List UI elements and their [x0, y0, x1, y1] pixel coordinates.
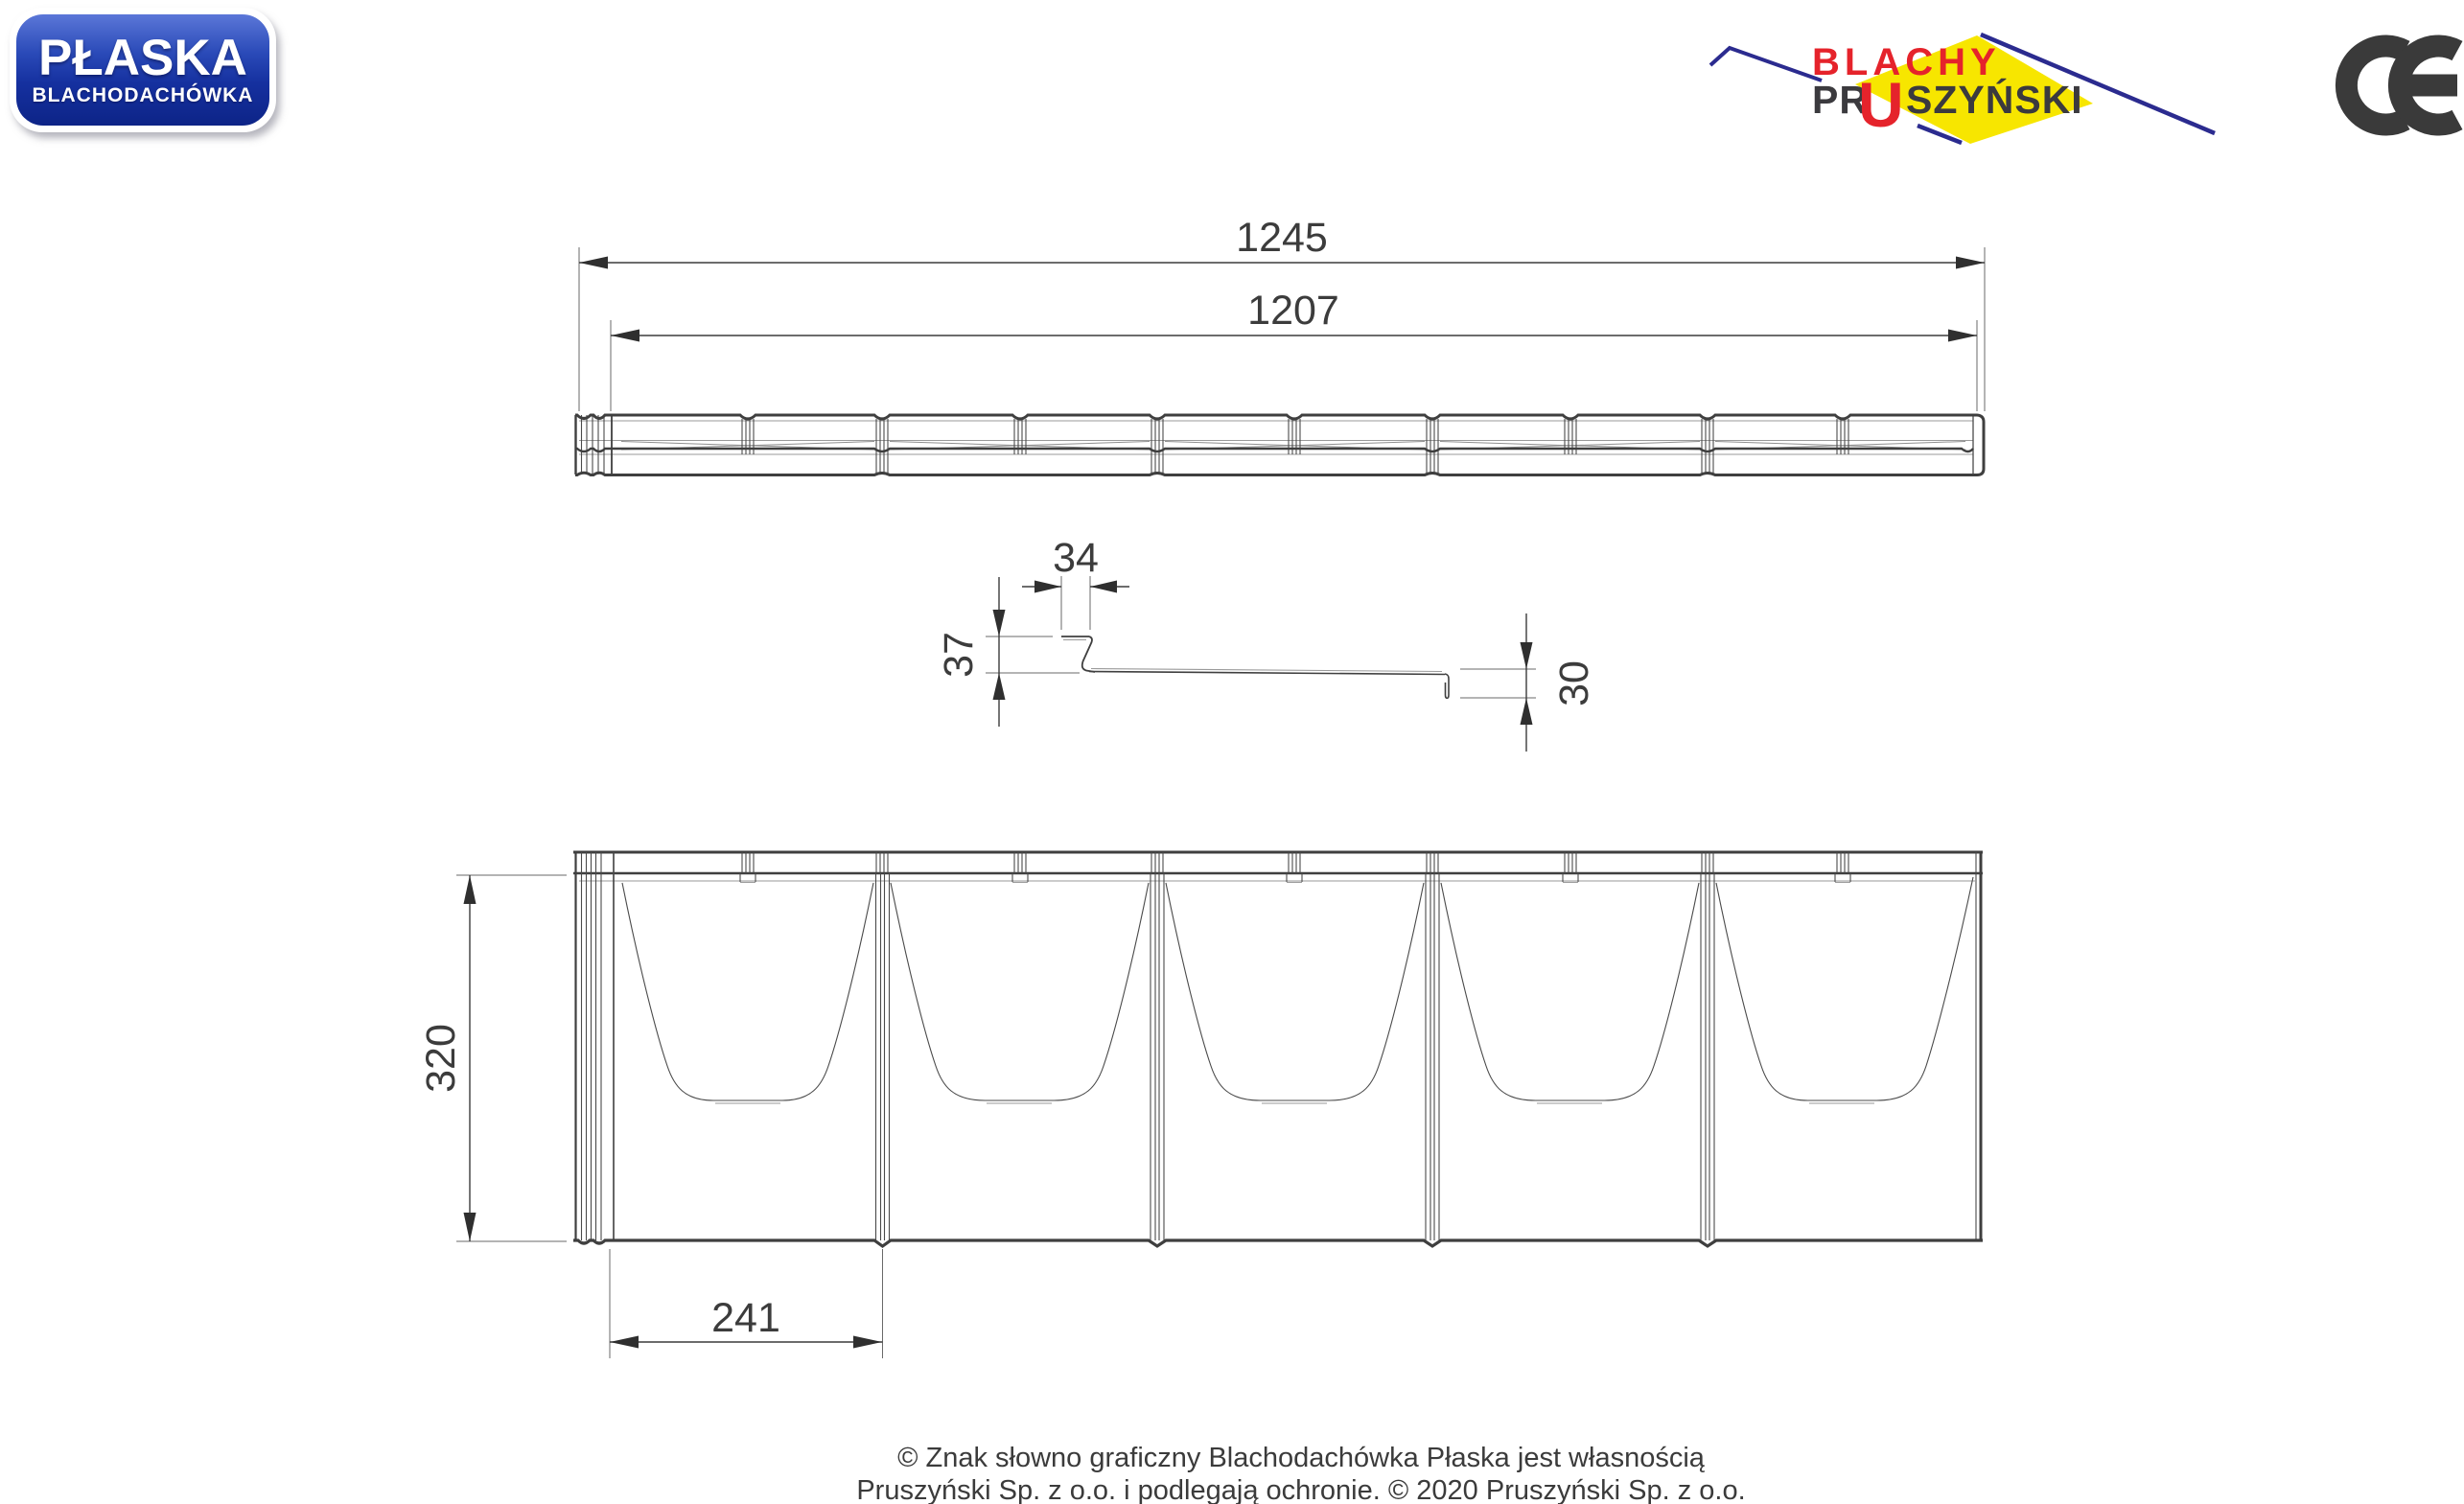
dim-cover-width-label: 1207: [1247, 288, 1339, 334]
pruszynski-logo-big-u: U: [1858, 69, 1904, 140]
dim-panel-height-label: 320: [418, 1024, 464, 1093]
sheet-section-profile: [1061, 636, 1449, 698]
dim-lock-width-label: 34: [1053, 535, 1099, 581]
dim-lock-width: [1022, 535, 1129, 593]
copyright-line-1: © Znak słowno graficzny Blachodachówka Płaska jest własnością: [897, 1443, 1705, 1473]
tile-funnels: [622, 877, 1973, 1100]
pruszynski-logo-word2-pre: PR: [1812, 78, 1869, 122]
front-bottom-edge: [573, 1240, 1983, 1246]
dim-module-width-label: 241: [711, 1295, 780, 1341]
side-profile-view: [575, 215, 1985, 475]
dim-step-height: [936, 577, 1006, 727]
profile-mid-line: [575, 449, 1973, 451]
roofline-left-icon: [1710, 48, 1822, 81]
pruszynski-logo-word1: BLACHY: [1812, 41, 2001, 83]
front-module-dividers: [876, 873, 1715, 1240]
dim-module-width: [610, 1295, 883, 1349]
front-view: [418, 852, 1983, 1358]
front-left-hem: [582, 852, 615, 1240]
dim-panel-height: [418, 875, 477, 1241]
ce-mark-icon: [2346, 46, 2457, 125]
dim-overall-width: [579, 215, 1985, 269]
copyright-line-2: Pruszyński Sp. z o.o. i podlegają ochronie. © 2020 Pruszyński Sp. z o.o.: [856, 1475, 1746, 1504]
profile-left-hem: [576, 415, 613, 474]
plaska-logo-subtitle: BLACHODACHÓWKA: [32, 83, 254, 106]
copyright-note: [726, 1442, 1876, 1504]
front-band-dividers: [742, 852, 1848, 873]
dim-overall-width-label: 1245: [1236, 215, 1328, 261]
pruszynski-logo: [1710, 35, 2215, 144]
dim-rear-height-label: 30: [1551, 660, 1597, 706]
dim-rear-height: [1521, 613, 1598, 752]
dim-step-height-label: 37: [936, 632, 982, 678]
section-view: [936, 535, 1597, 752]
plaska-logo-title: PŁASKA: [38, 29, 247, 86]
dim-cover-width: [611, 288, 1977, 342]
pruszynski-logo-word2-post: SZYŃSKI: [1906, 78, 2083, 122]
